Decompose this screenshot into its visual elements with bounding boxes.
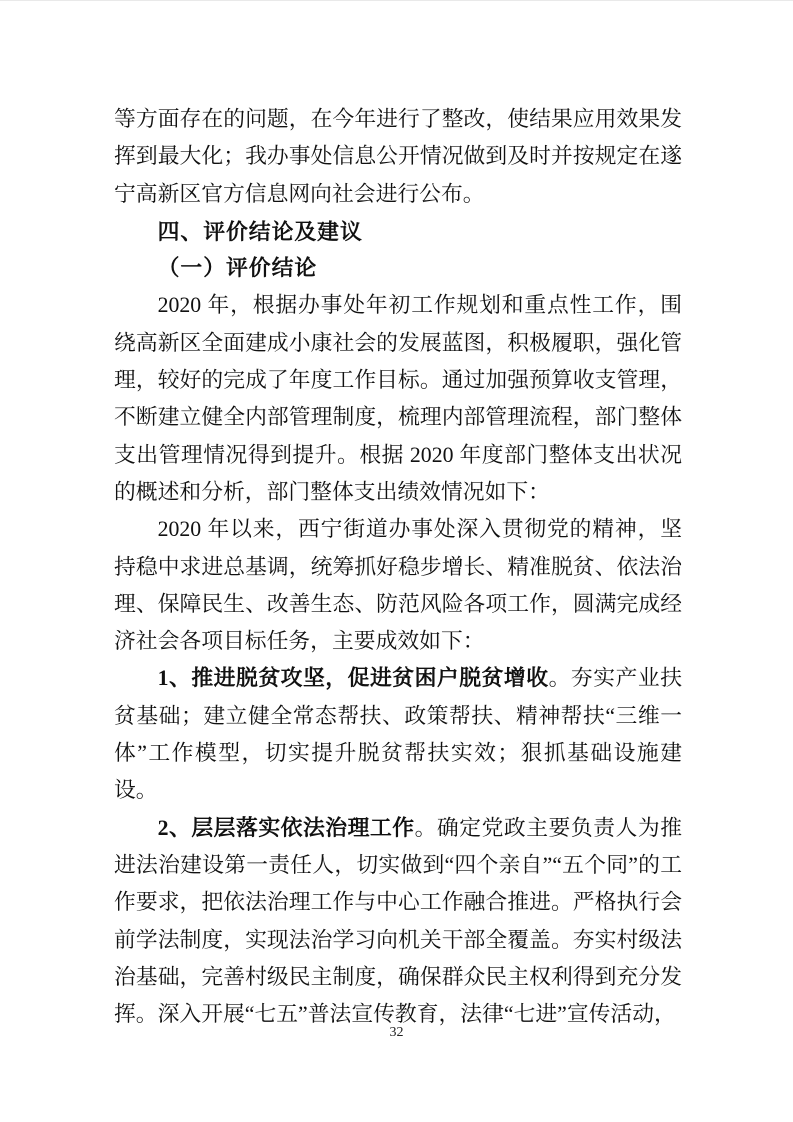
item-2-lead: 2、层层落实依法治理工作	[157, 815, 415, 840]
paragraph-achievements: 2020 年以来，西宁街道办事处深入贯彻党的精神，坚持稳中求进总基调，统筹抓好稳步增长、精准脱贫、依法治理、保障民生、改善生态、防范风险各项工作，圆满完成经济社会各项目标任务，主要成效如下：	[114, 517, 682, 654]
item-2-text: 。确定党政主要负责人为推进法治建设第一责任人，切实做到“四个亲自”“五个同”的工作要求，把依法治理工作与中心工作融合推进。严格执行会前学法制度，实现法治学习向机关干部全覆盖。夯实村级法治基础，完善村级民主制度，确保群众民主权利得到充分发挥。深入开展“七五”普法宣传教育，法律“七进”宣传活动，	[114, 815, 682, 1027]
item-1-lead: 1、推进脱贫攻坚，促进贫困户脱贫增收	[157, 666, 549, 691]
page-footer	[0, 1025, 793, 1041]
paragraph-overview: 2020 年，根据办事处年初工作规划和重点性工作，围绕高新区全面建成小康社会的发展蓝图，积极履职，强化管理，较好的完成了年度工作目标。通过加强预算收支管理，不断建立健全内部管理制度，梳理内部管理流程，部门整体支出管理情况得到提升。根据 2020 年度部门整体支出状况的概述和分析，部门整体支出绩效情况如下：	[114, 293, 682, 504]
paragraph-item-rule-of-law	[114, 810, 682, 1034]
page-number: 32	[389, 1025, 404, 1040]
section-heading-conclusion-suggestions: 四、评价结论及建议	[157, 218, 363, 244]
item-1-text: 。夯实产业扶贫基础；建立健全常态帮扶、政策帮扶、精神帮扶“三维一体”工作模型，切实提升脱贫帮扶实效；狠抓基础设施建设。	[114, 666, 682, 803]
paragraph-continuation: 等方面存在的问题，在今年进行了整改，使结果应用效果发挥到最大化；我办事处信息公开情况做到及时并按规定在遂宁高新区官方信息网向社会进行公布。	[114, 107, 682, 206]
document-body	[114, 101, 682, 1033]
paragraph-item-poverty-alleviation	[114, 660, 682, 809]
subsection-heading-evaluation-conclusion: （一）评价结论	[157, 256, 318, 281]
